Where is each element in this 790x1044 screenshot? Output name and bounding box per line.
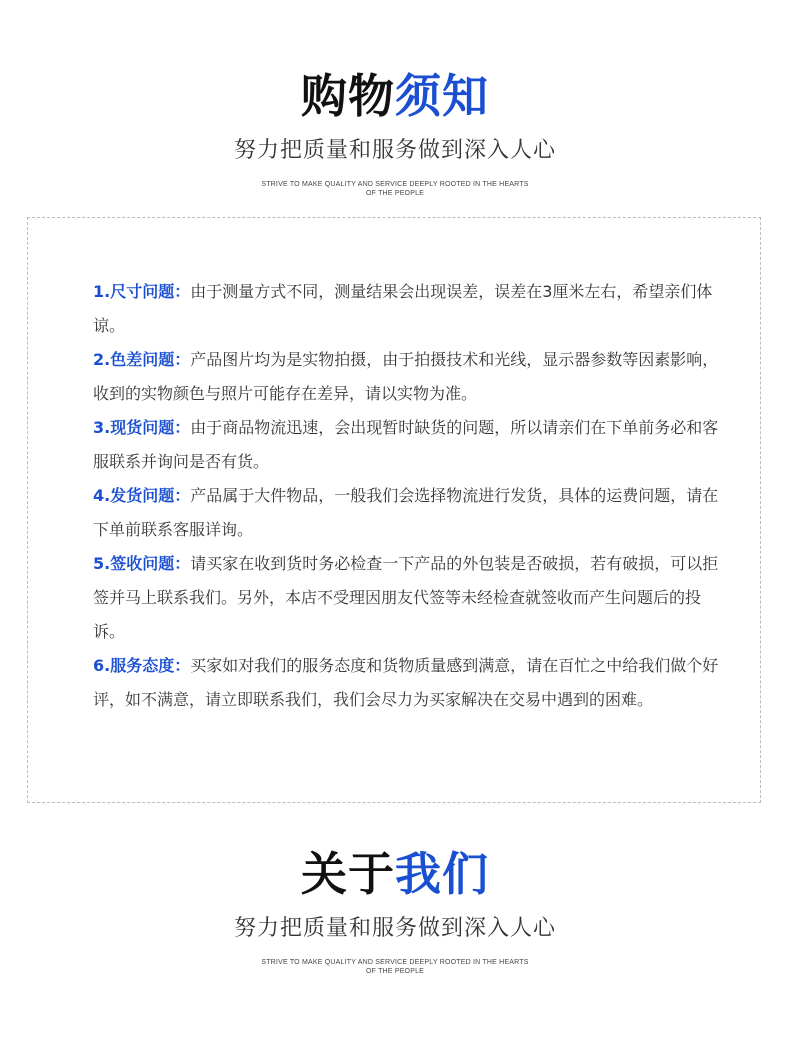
english-slogan-line2: OF THE PEOPLE [365, 190, 425, 197]
notice-text: 产品图片均为是实物拍摄，由于拍摄技术和光线，显示器参数等因素影响，收到的实物颜色与照片可能存在差异，请以实物为准。 [93, 350, 719, 403]
notice-item [93, 479, 723, 547]
notice-text: 由于测量方式不同，测量结果会出现误差，误差在3厘米左右，希望亲们体谅。 [93, 282, 713, 335]
notice-item [93, 275, 723, 343]
notice-text: 产品属于大件物品，一般我们会选择物流进行发货，具体的运费问题，请在下单前联系客服详询。 [93, 486, 719, 539]
notice-text: 由于商品物流迅速，会出现暂时缺货的问题，所以请亲们在下单前务必和客服联系并询问是否有货。 [93, 418, 719, 471]
english-slogan-line1: STRIVE TO MAKE QUALITY AND SERVICE DEEPLY ROOTED IN THE HEARTS [261, 181, 529, 188]
about-us-header [0, 846, 790, 976]
english-slogan-line2: OF THE PEOPLE [365, 968, 425, 975]
title-accent-part: 须知 [395, 69, 489, 123]
about-us-title [0, 846, 790, 902]
notice-label: 2.色差问题： [93, 350, 191, 369]
notice-label: 1.尺寸问题： [93, 282, 191, 301]
title-accent-part: 我们 [395, 847, 489, 901]
notice-item [93, 343, 723, 411]
notice-item [93, 547, 723, 649]
notice-list [93, 275, 723, 717]
notice-label: 4.发货问题： [93, 486, 191, 505]
title-dark-part: 购物 [301, 69, 395, 123]
shopping-notice-header [0, 68, 790, 198]
notice-text: 请买家在收到货时务必检查一下产品的外包装是否破损，若有破损，可以拒签并马上联系我们。另外，本店不受理因朋友代签等未经检查就签收而产生问题后的投诉。 [93, 554, 719, 641]
shopping-notice-title [0, 68, 790, 124]
notice-label: 3.现货问题： [93, 418, 191, 437]
notice-item [93, 411, 723, 479]
english-slogan [0, 958, 790, 976]
shopping-notice-subtitle: 努力把质量和服务做到深入人心 [233, 138, 556, 163]
notice-text: 买家如对我们的服务态度和货物质量感到满意，请在百忙之中给我们做个好评，如不满意，请立即联系我们，我们会尽力为买家解决在交易中遇到的困难。 [93, 656, 719, 709]
notice-item [93, 649, 723, 717]
notice-box [27, 217, 761, 803]
english-slogan-line1: STRIVE TO MAKE QUALITY AND SERVICE DEEPLY ROOTED IN THE HEARTS [261, 959, 529, 966]
notice-label: 6.服务态度： [93, 656, 191, 675]
about-us-subtitle: 努力把质量和服务做到深入人心 [233, 916, 556, 941]
title-dark-part: 关于 [301, 847, 395, 901]
notice-label: 5.签收问题： [93, 554, 191, 573]
english-slogan [0, 180, 790, 198]
